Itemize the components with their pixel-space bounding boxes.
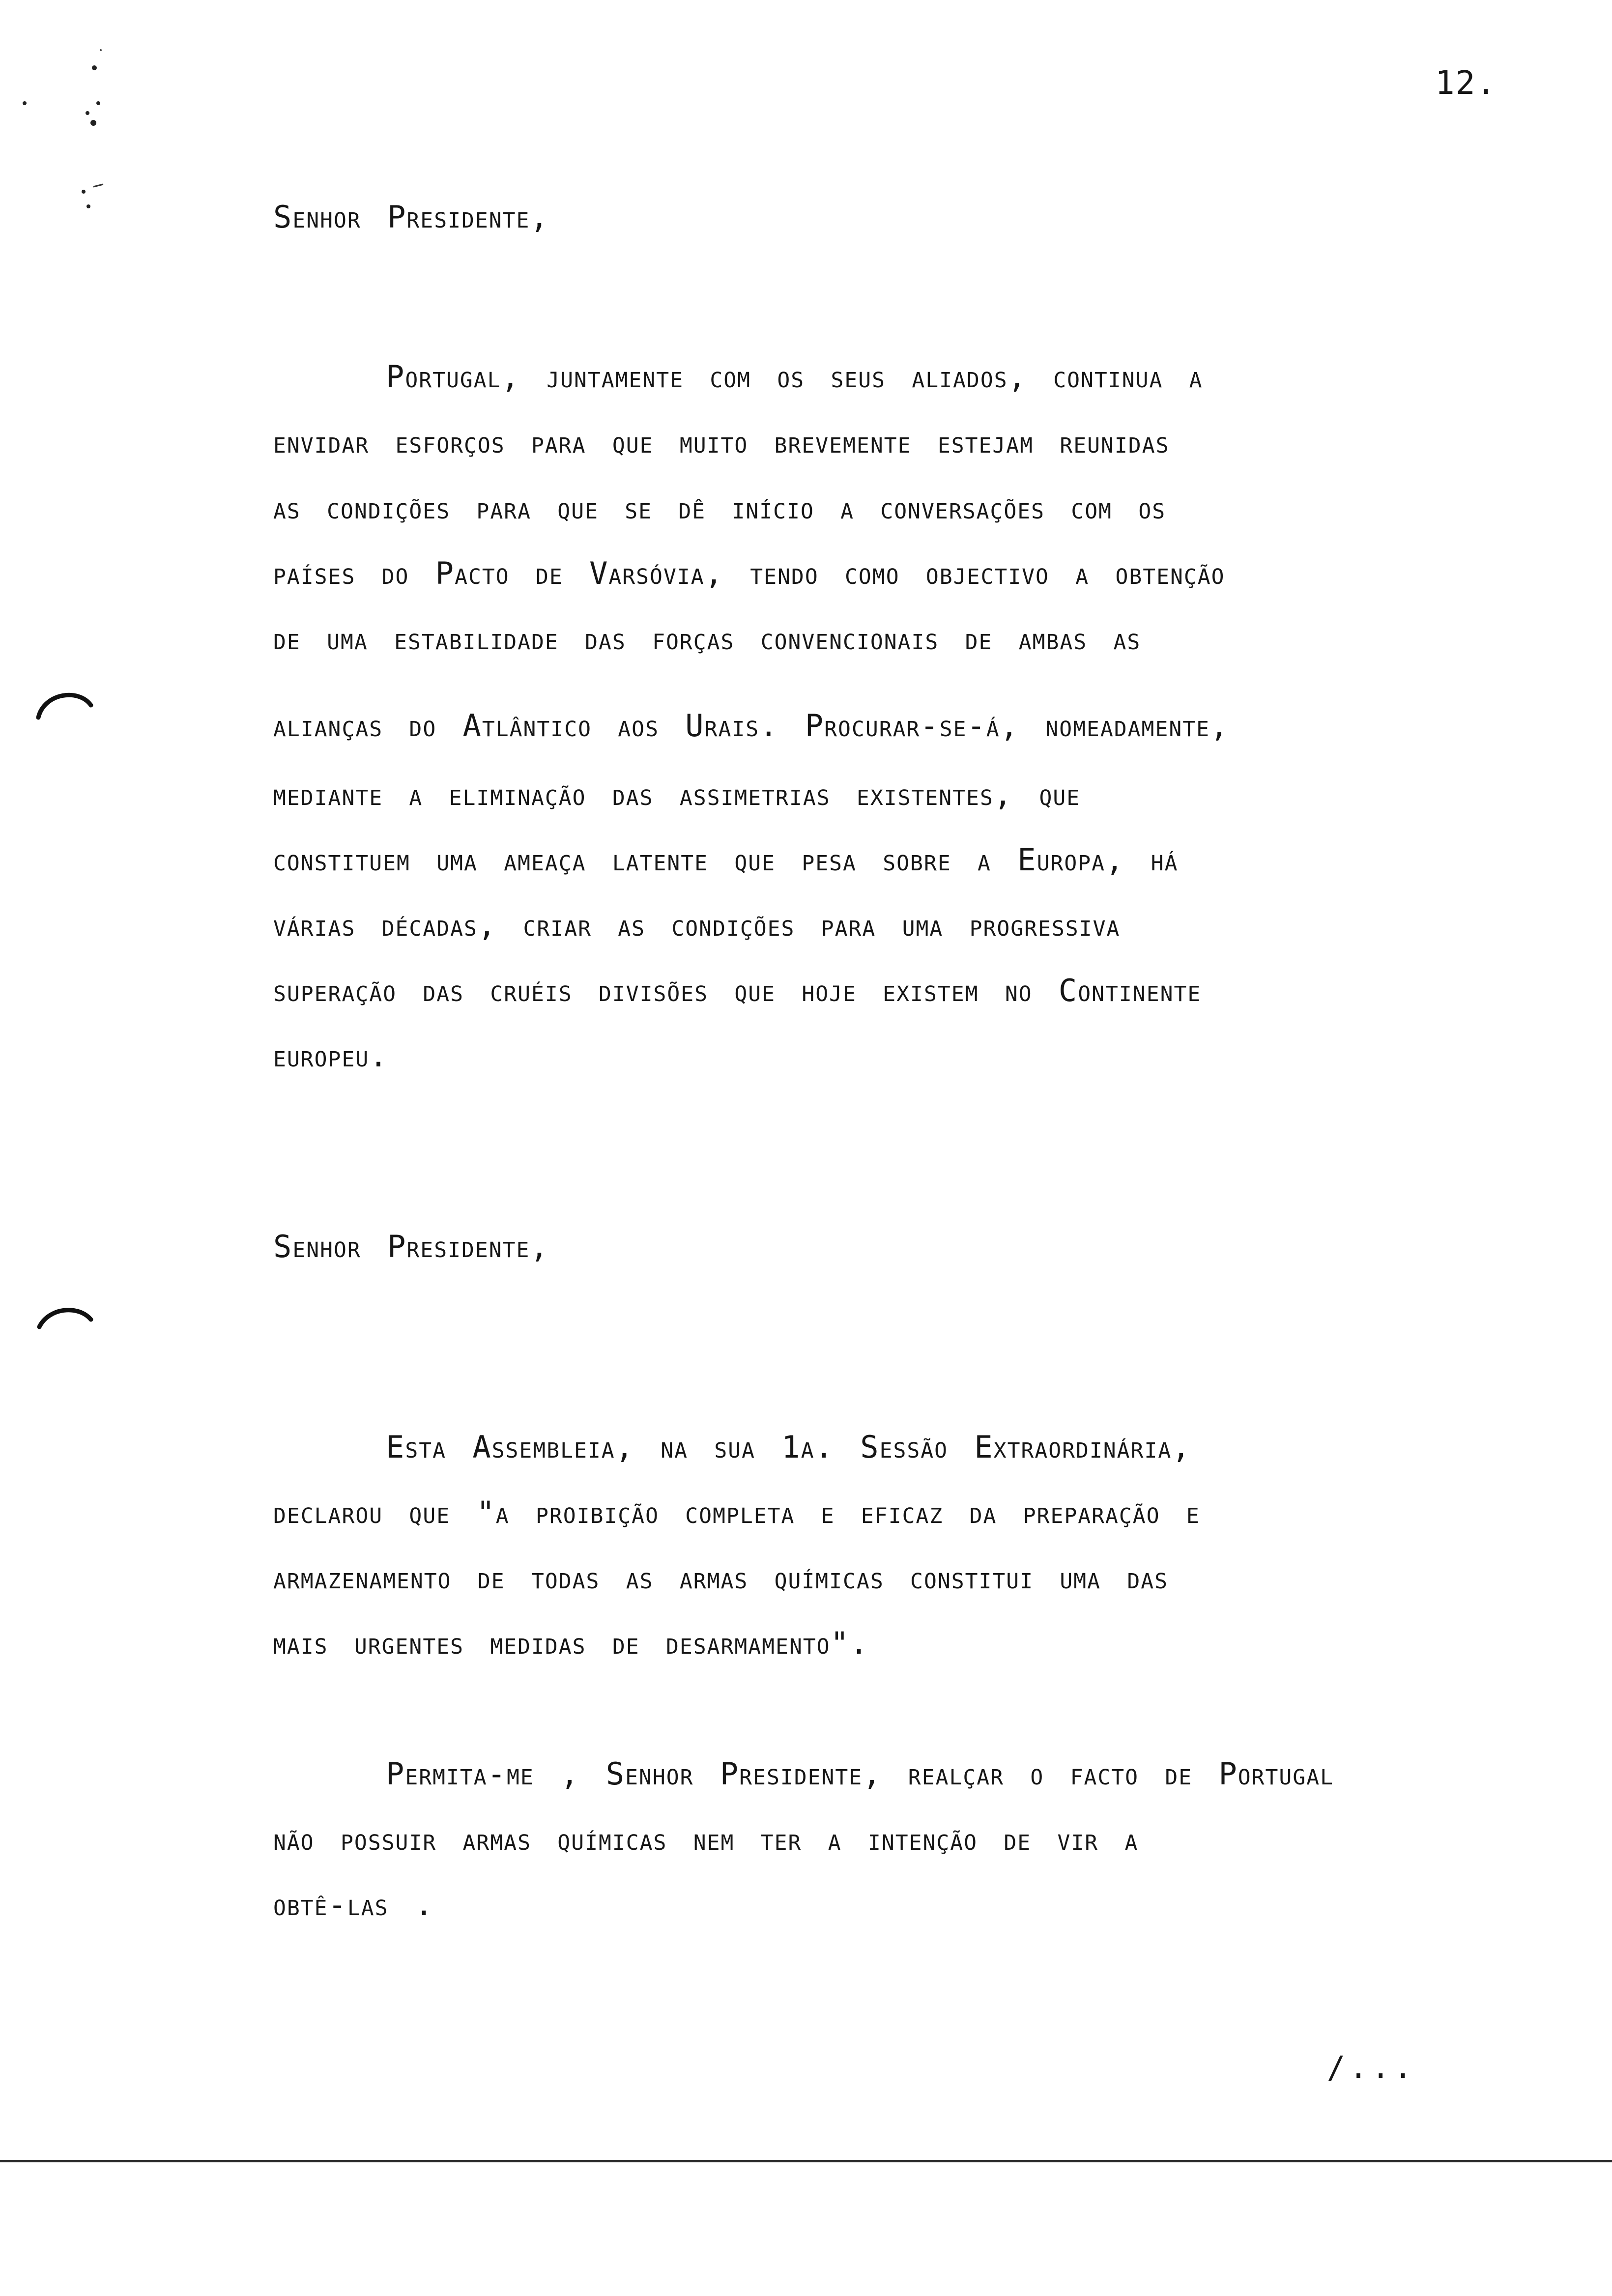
text-line: Esta Assembleia, na sua 1a. Sessão Extraordinária, (386, 1429, 1191, 1465)
text-line: constituem uma ameaça latente que pesa sobre a Europa, há (273, 842, 1179, 878)
text-line: mediante a eliminação das assimetrias existentes, que (273, 776, 1081, 812)
binder-hole-mark-bottom (29, 1297, 98, 1347)
text-line: países do Pacto de Varsóvia, tendo como objectivo a obtenção (273, 555, 1225, 591)
text-line: superação das cruéis divisões que hoje existem no Continente (273, 973, 1202, 1008)
text-line: armazenamento de todas as armas químicas constitui uma das (273, 1560, 1169, 1596)
scan-speck-marks (10, 44, 108, 231)
text-line: as condições para que se dê início a conversações com os (273, 490, 1166, 526)
page-number: 12. (1435, 64, 1497, 102)
salutation-second: Senhor Presidente, (273, 1229, 549, 1264)
text-line: Portugal, juntamente com os seus aliados, continua a (386, 359, 1203, 395)
text-line: de uma estabilidade das forças convencionais de ambas as (273, 621, 1141, 657)
binder-hole-mark-top (29, 683, 98, 737)
text-line: alianças do Atlântico aos Urais. Procurar-se-á, nomeadamente, (273, 708, 1230, 744)
text-line: envidar esforços para que muito brevemente estejam reunidas (273, 424, 1170, 460)
text-line: não possuir armas químicas nem ter a intenção de vir a (273, 1821, 1139, 1857)
text-line: declarou que "a proibição completa e eficaz da preparação e (273, 1494, 1200, 1530)
text-line: várias décadas, criar as condições para uma progressiva (273, 907, 1121, 943)
page-bottom-rule (0, 2160, 1612, 2162)
continuation-mark: /... (1327, 2049, 1416, 2085)
text-line: obtê-las . (273, 1887, 434, 1923)
text-line: Permita-me , Senhor Presidente, realçar o facto de Portugal (386, 1756, 1334, 1792)
text-line: europeu. (273, 1038, 389, 1074)
text-line: mais urgentes medidas de desarmamento". (273, 1625, 869, 1661)
salutation-first: Senhor Presidente, (273, 199, 549, 235)
